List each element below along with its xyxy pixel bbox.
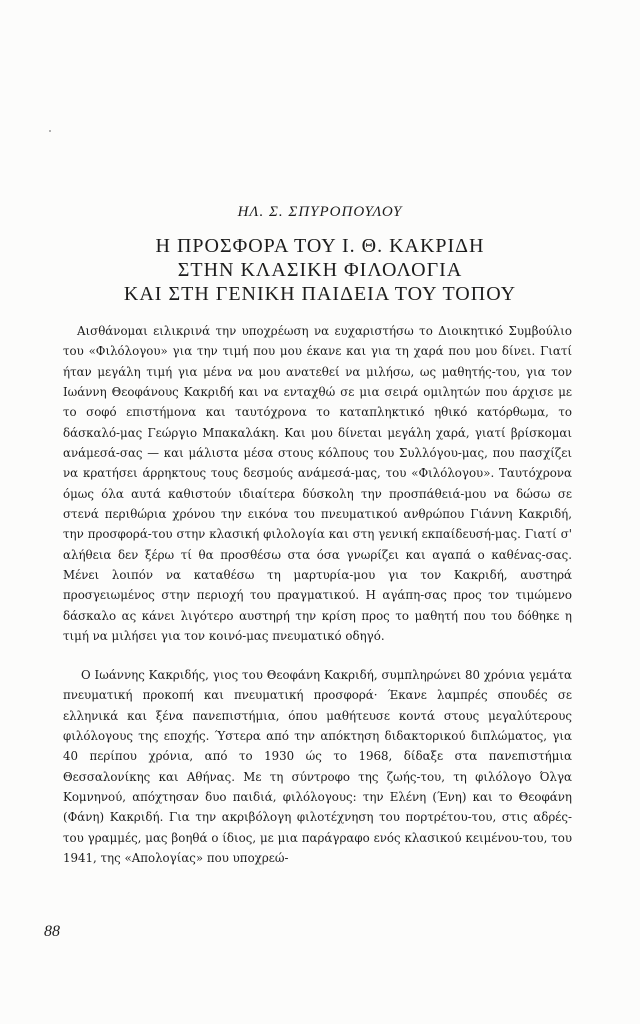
body-paragraph-2 — [63, 665, 572, 868]
page-number: 88 — [44, 923, 60, 940]
paragraph-text: Ο Ιωάννης Κακριδής, γιος του Θεοφάνη Κακριδή, συμπληρώνει 80 χρόνια γεμάτα πνευματική προκοπή και πνευματική προσφορά· Έκανε λαμπρές σπουδές σε ελληνικά και ξένα πανεπιστήμια, όπου μαθήτευσε κοντά στους μεγαλύτερους φιλόλογους της εποχής. Ύστερα από την απόκτηση διδακτορικού διπλώματος, για 40 περίπου χρόνια, από το 1930 ώς το 1968, δίδαξε στα πανεπιστήμια Θεσσαλονίκης και Αθήνας. Με τη σύντροφο της ζωής-του, τη φιλόλογο Όλγα Κομνηνού, απόχτησαν δυο παιδιά, φιλόλογους: την Ελένη (Ένη) και το Θεοφάνη (Φάνη) Κακριδή. Για την ακριβόλογη φιλοτέχνηση του πορτρέτου-του, στις αδρές-του γραμμές, μας βοηθά ο ίδιος, με μια παράγραφο ενός κλασικού κειμένου-του, του 1941, της «Απολογίας» που υποχρεώ- — [63, 668, 572, 866]
title-line: ΚΑΙ ΣΤΗ ΓΕΝΙΚΗ ΠΑΙΔΕΙΑ ΤΟΥ ΤΟΠΟΥ — [123, 283, 517, 305]
paragraph-text: Αισθάνομαι ειλικρινά την υποχρέωση να ευχαριστήσω το Διοικητικό Συμβούλιο του «Φιλόλογου» για την τιμή που μου έκανε και για τη χαρά που μου δίνει. Γιατί ήταν μεγάλη τιμή για μένα να μου ανατεθεί να μιλήσω, ως μαθητής-του, για τον Ιωάννη Θεοφάνους Κακριδή και να ενταχθώ σε μια σειρά ομιλητών που άρχισε με το σοφό επιστήμονα και ταυτόχρονα το καταπληκτικό ηθικό κατόρθωμα, το δάσκαλό-μας Γεώργιο Μπακαλάκη. Και μου δίνεται μεγάλη χαρά, γιατί βρίσκομαι ανάμεσά-σας — και μάλιστα μέσα στους κόλπους του Συλλόγου-μας, που πασχίζει να κρατήσει άρρηκτους τους δεσμούς ανάμεσά-μας, του «Φιλόλογου». Ταυτόχρονα όμως όλα αυτά καθιστούν ιδιαίτερα δύσκολη την προσπάθειά-μου να δώσω σε στενά περιθώρια χρόνου την εικόνα του πνευματικού ανθρώπου Γιάννη Κακριδή, την προσφορά-του στην κλασική φιλολογία και στη γενική εκπαίδευσή-μας. Γιατί σ' αλήθεια δεν ξέρω τί θα προσθέσω στα όσα γνωρίζει και αγαπά ο καθένας-σας. Μένει λοιπόν να καταθέσω τη μαρτυρία-μου για τον Κακριδή, αυστηρά προσγειωμένος στην περιοχή του πραγματικού. Η αγάπη-σας προς τον τιμώμενο δάσκαλο ας κάνει λιγότερο αυστηρή την κρίση προς το μαθητή που του δόθηκε η τιμή να μιλήσει για τον κοινό-μας πνευματικό οδηγό. — [63, 324, 572, 644]
body-paragraph-1 — [63, 321, 572, 647]
author-name: ΗΛ. Σ. ΣΠΥΡΟΠΟΥΛΟΥ — [237, 204, 403, 220]
title-line: ΣΤΗΝ ΚΛΑΣΙΚΗ ΦΙΛΟΛΟΓΙΑ — [177, 259, 463, 281]
scan-speck — [49, 130, 51, 132]
article-title — [0, 234, 640, 306]
title-line: Η ΠΡΟΣΦΟΡΑ ΤΟΥ Ι. Θ. ΚΑΚΡΙΔΗ — [155, 235, 485, 257]
